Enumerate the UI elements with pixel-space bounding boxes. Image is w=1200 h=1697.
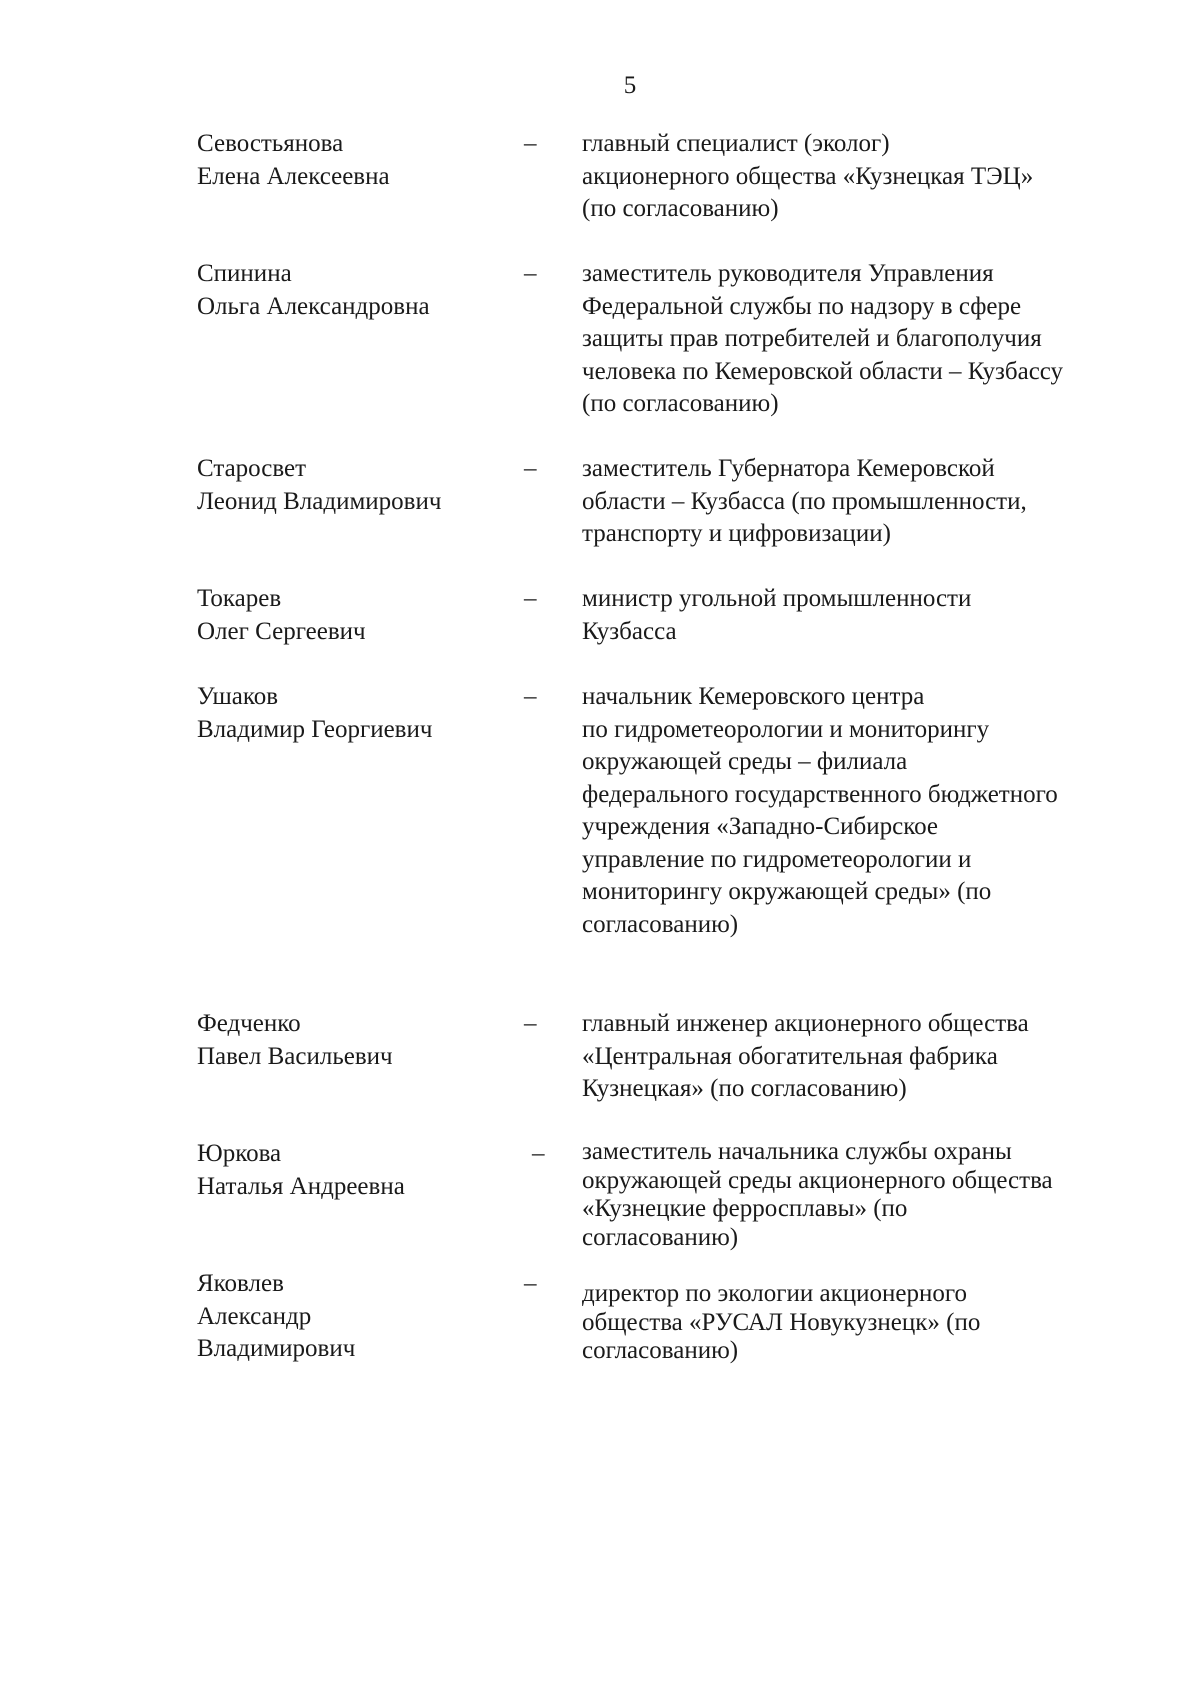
- position-line: Кузнецкая» (по согласованию): [582, 1075, 907, 1102]
- member-given-name: Александр: [197, 1302, 312, 1330]
- position-line: управление по гидрометеорологии и: [582, 845, 972, 873]
- member-position: [582, 258, 1157, 421]
- position-line: учреждения «Западно-Сибирское: [582, 813, 938, 840]
- member-surname: Федченко: [197, 1010, 301, 1037]
- position-line: по гидрометеорологии и мониторингу: [582, 715, 990, 743]
- position-line: министр угольной промышленности: [582, 585, 972, 612]
- dash-separator: –: [524, 130, 537, 157]
- position-line: согласованию): [582, 1337, 739, 1364]
- position-line: заместитель руководителя Управления: [582, 260, 994, 287]
- position-line: Федеральной службы по надзору в сфере: [582, 292, 1022, 320]
- member-position: [582, 1280, 1157, 1366]
- position-line: согласованию): [582, 1223, 739, 1251]
- page-number: 5: [623, 72, 637, 99]
- position-line: окружающей среды акционерного общества: [582, 1166, 1053, 1194]
- member-surname: Старосвет: [197, 455, 307, 482]
- position-line: заместитель начальника службы охраны: [582, 1138, 1012, 1165]
- member-name: [197, 1138, 497, 1203]
- member-position: [582, 583, 1157, 648]
- member-given-name: Владимирович: [197, 1335, 356, 1362]
- dash-separator: –: [524, 585, 537, 612]
- position-line: директор по экологии акционерного: [582, 1280, 967, 1307]
- member-surname: Токарев: [197, 585, 282, 612]
- member-surname: Яковлев: [197, 1270, 284, 1297]
- member-name: [197, 128, 497, 193]
- position-line: Кузбасса: [582, 617, 677, 645]
- position-line: окружающей среды – филиала: [582, 748, 908, 775]
- position-line: «Центральная обогатительная фабрика: [582, 1042, 998, 1070]
- member-name: [197, 1268, 497, 1366]
- position-line: главный специалист (эколог): [582, 130, 890, 157]
- member-position: [582, 1008, 1157, 1106]
- member-name: [197, 583, 497, 648]
- dash-separator: –: [524, 455, 537, 482]
- member-surname: Спинина: [197, 260, 292, 287]
- member-position: [582, 1138, 1157, 1252]
- member-given-name: Леонид Владимирович: [197, 487, 442, 515]
- position-line: общества «РУСАЛ Новукузнецк» (по: [582, 1308, 981, 1336]
- member-surname: Ушаков: [197, 683, 279, 710]
- position-line: федерального государственного бюджетного: [582, 780, 1058, 808]
- member-surname: Севостьянова: [197, 130, 344, 157]
- position-line: (по согласованию): [582, 390, 779, 417]
- position-line: человека по Кемеровской области – Кузбассу: [582, 357, 1064, 385]
- member-name: [197, 258, 497, 323]
- member-name: [197, 1008, 497, 1073]
- member-given-name: Ольга Александровна: [197, 292, 430, 320]
- member-position: [582, 453, 1157, 551]
- member-given-name: Владимир Георгиевич: [197, 715, 433, 743]
- member-name: [197, 453, 497, 518]
- member-surname: Юркова: [197, 1140, 282, 1167]
- position-line: акционерного общества «Кузнецкая ТЭЦ»: [582, 162, 1034, 190]
- dash-separator: –: [524, 260, 537, 287]
- position-line: главный инженер акционерного общества: [582, 1010, 1029, 1037]
- dash-separator: –: [532, 1140, 545, 1167]
- position-line: начальник Кемеровского центра: [582, 683, 925, 710]
- position-line: защиты прав потребителей и благополучия: [582, 325, 1042, 352]
- member-position: [582, 681, 1157, 941]
- member-given-name: Елена Алексеевна: [197, 162, 390, 190]
- position-line: мониторингу окружающей среды» (по: [582, 878, 992, 905]
- dash-separator: –: [524, 1270, 537, 1297]
- dash-separator: –: [524, 683, 537, 710]
- member-given-name: Наталья Андреевна: [197, 1172, 405, 1200]
- member-name: [197, 681, 497, 746]
- dash-separator: –: [524, 1010, 537, 1037]
- member-given-name: Павел Васильевич: [197, 1042, 393, 1070]
- member-position: [582, 128, 1157, 226]
- position-line: (по согласованию): [582, 195, 779, 222]
- position-line: «Кузнецкие ферросплавы» (по: [582, 1195, 908, 1222]
- member-given-name: Олег Сергеевич: [197, 617, 366, 645]
- position-line: области – Кузбасса (по промышленности,: [582, 487, 1027, 515]
- position-line: заместитель Губернатора Кемеровской: [582, 455, 995, 482]
- position-line: согласованию): [582, 910, 739, 938]
- position-line: транспорту и цифровизации): [582, 520, 891, 547]
